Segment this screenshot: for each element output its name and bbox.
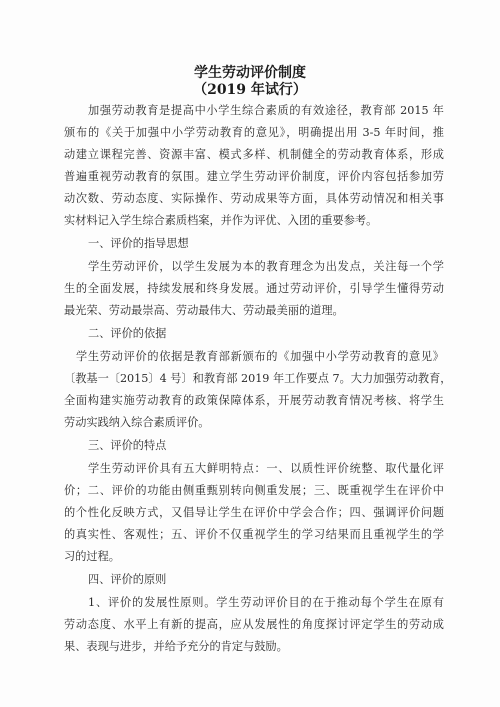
paragraph-line: 1、评价的发展性原则。学生劳动评价目的在于推动每个学生在原有	[88, 596, 444, 609]
paragraph-line: 学生劳动评价具有五大鲜明特点：一、以质性评价统整、取代量化评	[88, 462, 444, 475]
paragraph-line: 全面构建实施劳动教育的政策保障体系，开展劳动教育情况考核、将学生	[64, 394, 444, 407]
paragraph-line: 价；二、评价的功能由侧重甄别转向侧重发展；三、既重视学生在评价中	[64, 484, 444, 497]
paragraph-line: 普遍重视劳动教育的氛围。建立学生劳动评价制度，评价内容包括参加劳	[64, 170, 444, 183]
paragraph-line: 动次数、劳动态度、实际操作、劳动成果等方面，具体劳动情况和相关事	[64, 192, 444, 205]
paragraph-line: 的个性化反映方式，又倡导让学生在评价中学会合作；四、强调评价问题	[64, 506, 444, 519]
paragraph-line: 最光荣、劳动最崇高、劳动最伟大、劳动最美丽的道理。	[64, 304, 344, 317]
section-heading: 一、评价的指导思想	[88, 237, 189, 250]
paragraph-line: 习的过程。	[64, 550, 120, 563]
section-heading: 三、评价的特点	[88, 439, 167, 452]
paragraph-line: 劳动实践纳入综合素质评价。	[64, 416, 210, 429]
paragraph-line: 生的全面发展，持续发展和终身发展。通过劳动评价，引导学生懂得劳动	[64, 282, 444, 295]
document-subtitle: （2019 年试行）	[193, 82, 307, 98]
paragraph-line: 的真实性、客观性；五、评价不仅重视学生的学习结果而且重视学生的学	[64, 528, 444, 541]
paragraph-line: 实材料记入学生综合素质档案，并作为评优、入团的重要参考。	[64, 214, 378, 227]
paragraph-line: 劳动态度、水平上有新的提高，应从发展性的角度探讨评定学生的劳动成	[64, 618, 444, 631]
paragraph-line: 学生劳动评价，以学生发展为本的教育理念为出发点，关注每一个学	[88, 260, 444, 273]
section-heading: 四、评价的原则	[88, 573, 167, 586]
paragraph-line: 〔教基一〔2015〕4 号〕和教育部 2019 年工作要点 7。大力加强劳动教育，	[64, 372, 452, 385]
paragraph-line: 学生劳动评价的依据是教育部新颁布的《加强中小学劳动教育的意见》	[76, 350, 444, 363]
paragraph-line: 动建立课程完善、资源丰富、模式多样、机制健全的劳动教育体系，形成	[64, 148, 444, 161]
paragraph-line: 果、表现与进步，并给予充分的肯定与鼓励。	[64, 640, 288, 653]
document-title: 学生劳动评价制度	[194, 65, 306, 81]
paragraph-line: 颁布的《关于加强中小学劳动教育的意见》，明确提出用 3-5 年时间，推	[64, 126, 444, 139]
section-heading: 二、评价的依据	[88, 327, 167, 340]
paragraph-line: 加强劳动教育是提高中小学生综合素质的有效途径，教育部 2015 年	[88, 104, 444, 117]
